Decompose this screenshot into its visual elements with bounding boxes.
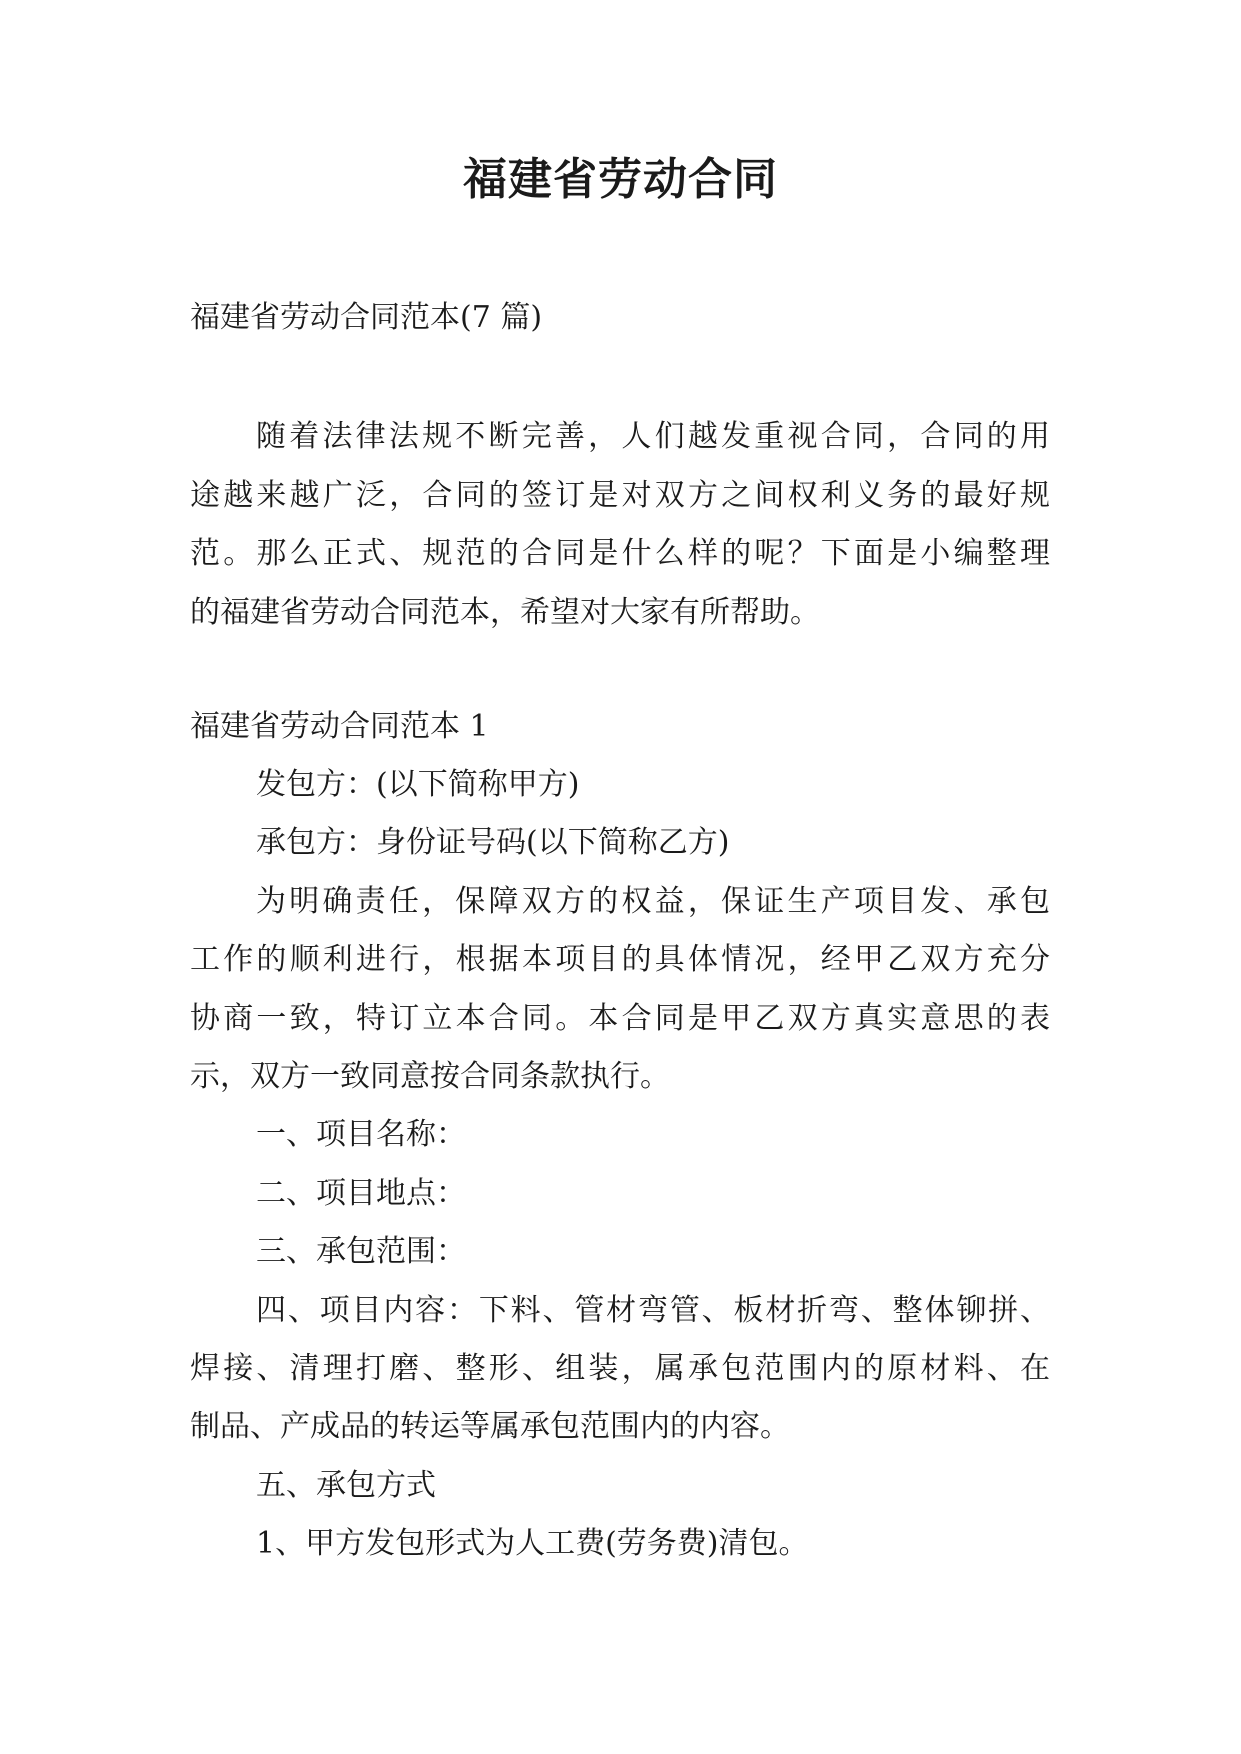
intro-line: 范。那么正式、规范的合同是什么样的呢？下面是小编整理: [190, 536, 1050, 571]
clause-contract-scope: 三、承包范围：: [256, 1234, 466, 1270]
purpose-line: 工作的顺利进行，根据本项目的具体情况，经甲乙双方充分: [190, 942, 1050, 978]
intro-line: 的福建省劳动合同范本，希望对大家有所帮助。: [190, 594, 820, 630]
clause-project-name: 一、项目名称：: [256, 1117, 466, 1153]
party-a-line: 发包方：(以下简称甲方): [256, 767, 580, 802]
intro-paragraph: [190, 408, 1050, 642]
purpose-line: 协商一致，特订立本合同。本合同是甲乙双方真实意思的表: [190, 1000, 1050, 1036]
clause-project-content: 焊接、清理打磨、整形、组装，属承包范围内的原材料、在: [190, 1350, 1050, 1386]
clause-project-content: 制品、产成品的转运等属承包范围内的内容。: [190, 1409, 790, 1445]
clause-project-content: 四、项目内容：下料、管材弯管、板材折弯、整体铆拼、: [256, 1292, 1050, 1328]
document-title: 福建省劳动合同: [463, 154, 778, 205]
section-heading: 福建省劳动合同范本 1: [190, 709, 489, 744]
contract-body: [190, 756, 1050, 1573]
clause-method-item-1: 1、甲方发包形式为人工费(劳务费)清包。: [256, 1526, 809, 1562]
purpose-line: 为明确责任，保障双方的权益，保证生产项目发、承包: [256, 883, 1050, 919]
clause-project-location: 二、项目地点：: [256, 1175, 466, 1211]
intro-line: 随着法律法规不断完善，人们越发重视合同，合同的用: [256, 419, 1050, 454]
document-subtitle: 福建省劳动合同范本(7 篇): [190, 300, 543, 335]
clause-contract-method: 五、承包方式: [256, 1467, 436, 1503]
party-b-line: 承包方：身份证号码(以下简称乙方): [256, 825, 730, 861]
intro-line: 途越来越广泛，合同的签订是对双方之间权利义务的最好规: [190, 477, 1050, 513]
purpose-line: 示，双方一致同意按合同条款执行。: [190, 1058, 670, 1094]
